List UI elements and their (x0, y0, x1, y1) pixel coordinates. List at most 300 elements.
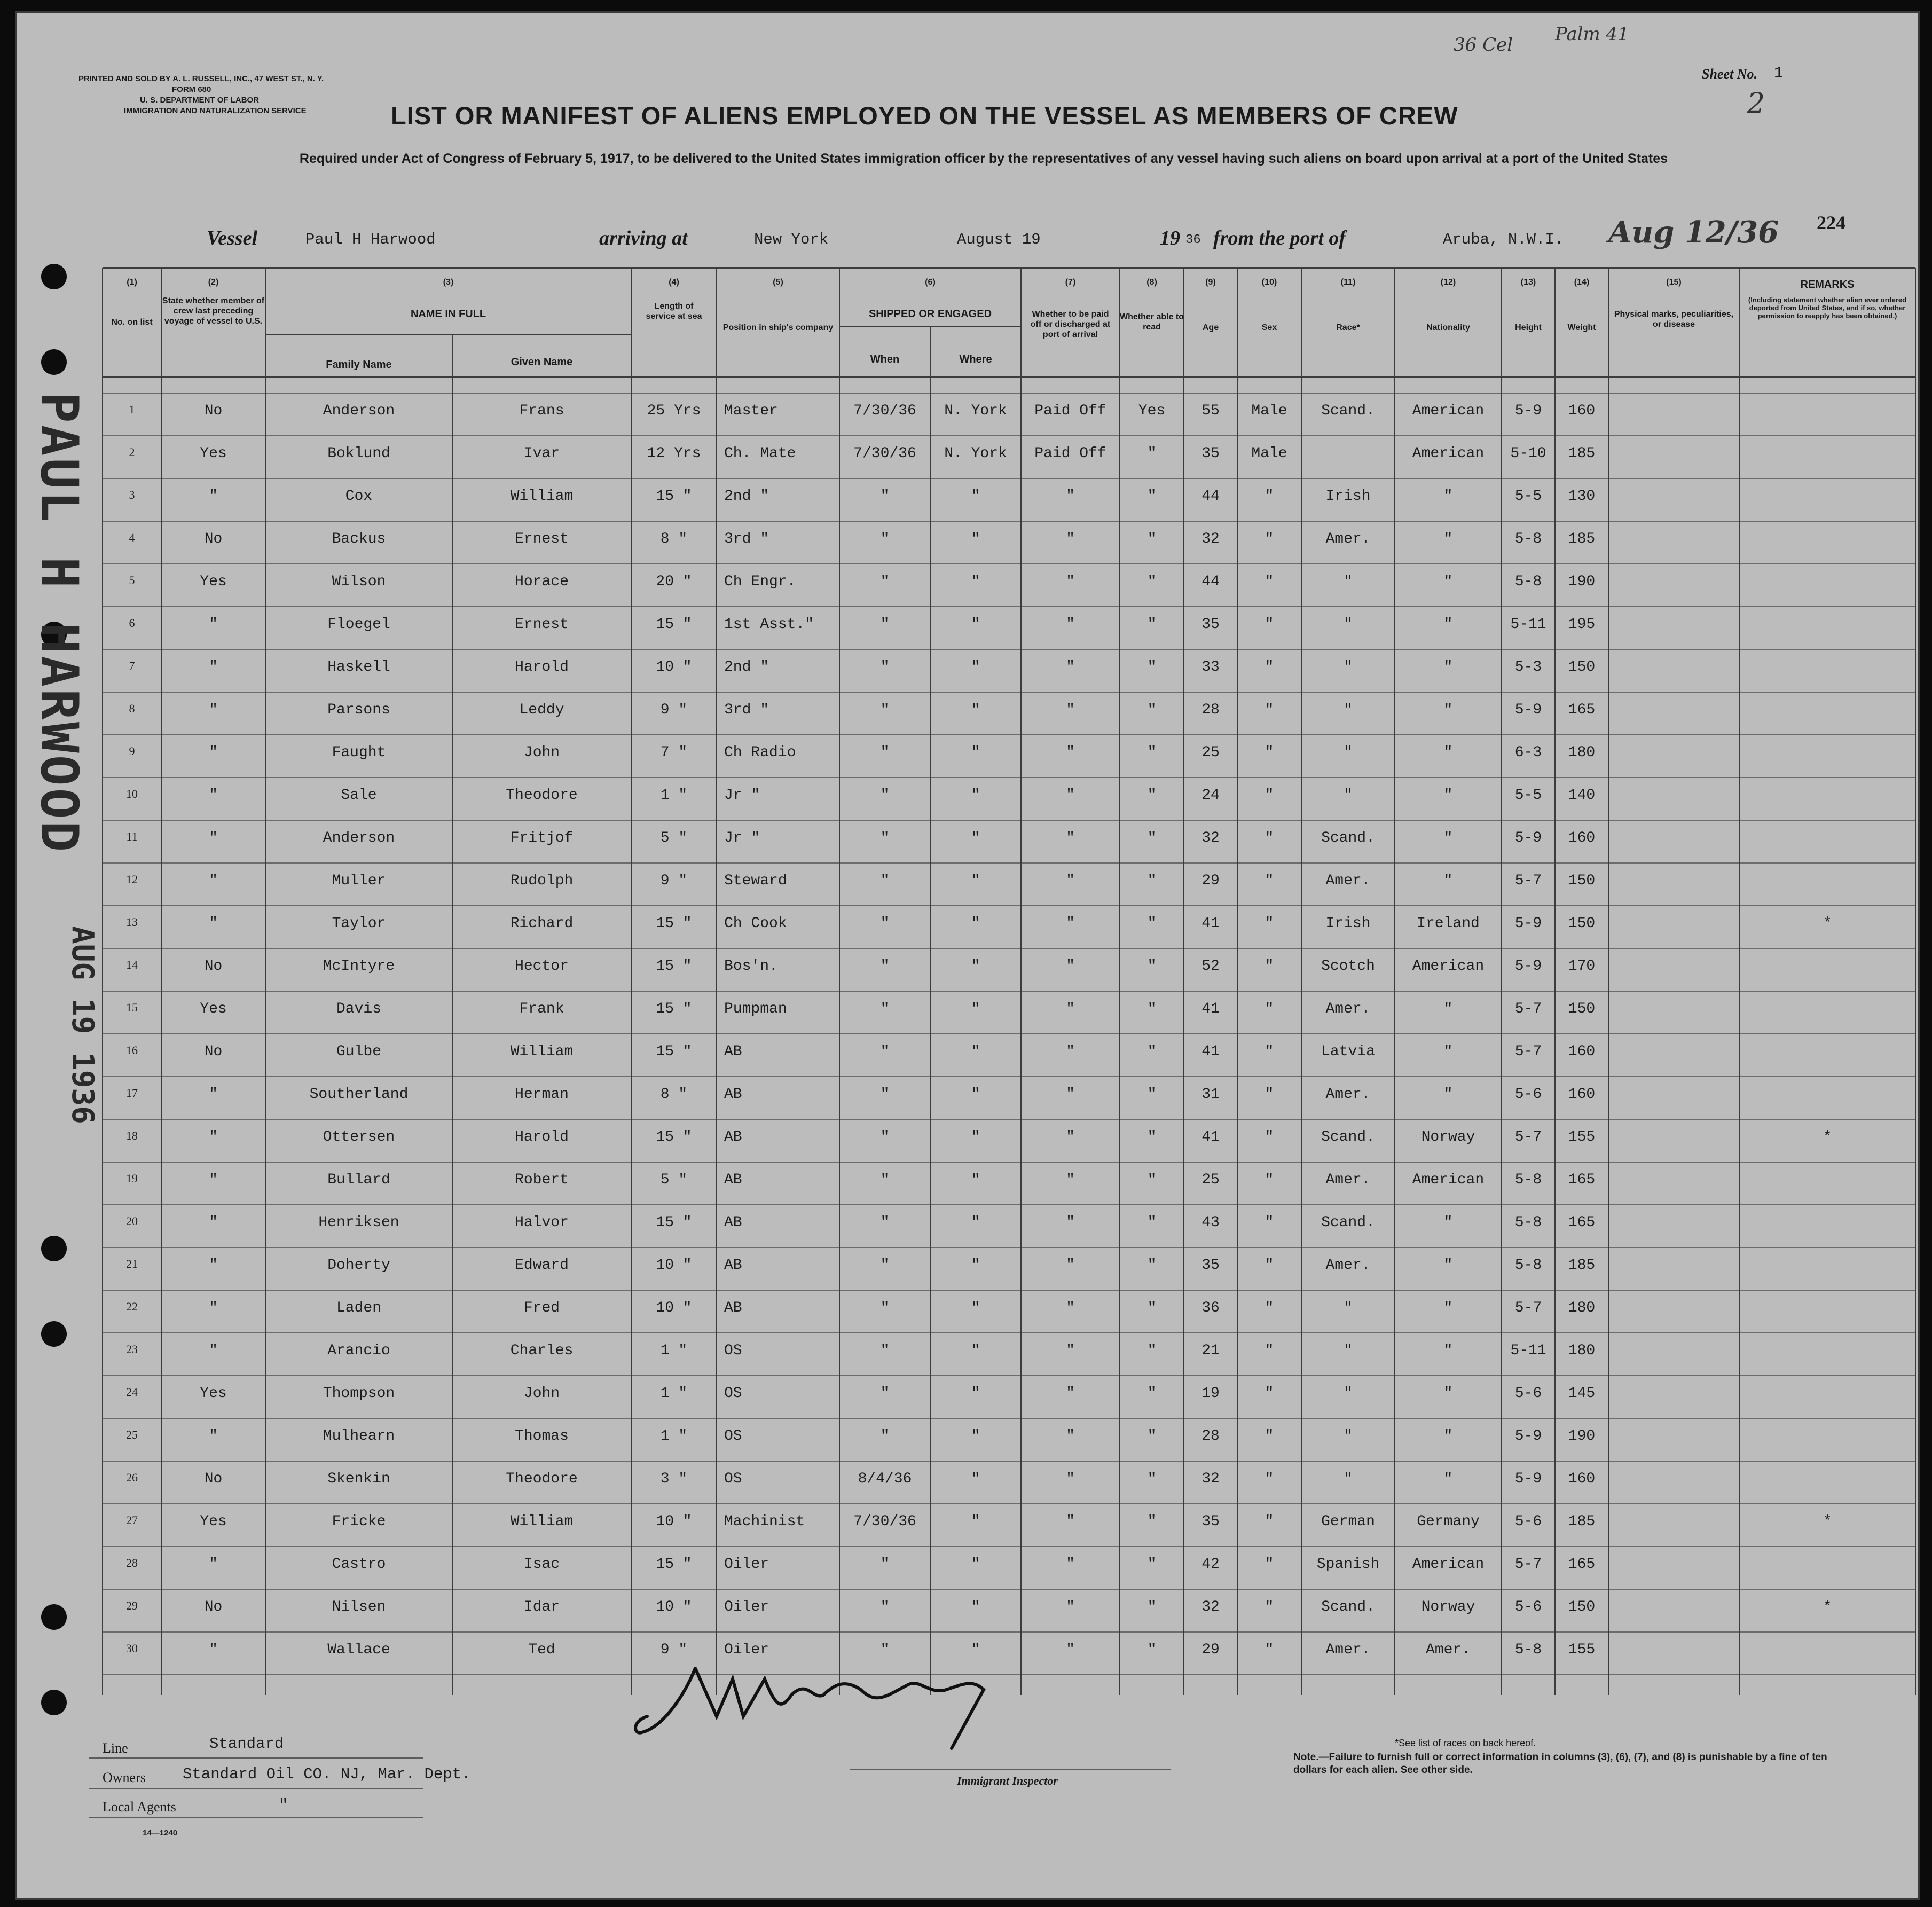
col6-num: (6) (925, 278, 936, 287)
cell-nationality: " (1443, 574, 1453, 590)
cell-prev: " (209, 744, 218, 761)
cell-height: 5-9 (1514, 1471, 1542, 1487)
cell-paid: " (1066, 1300, 1075, 1316)
cell-when: " (880, 659, 890, 676)
cell-sex: " (1265, 1214, 1274, 1231)
cell-where: " (971, 488, 980, 505)
cell-service: 25 Yrs (647, 403, 701, 419)
cell-race: Amer. (1325, 1257, 1371, 1274)
cell-given: Richard (510, 915, 574, 932)
cell-when: " (880, 531, 890, 547)
cell-race: " (1344, 787, 1353, 804)
cell-paid: " (1066, 1471, 1075, 1487)
cell-given: Thomas (515, 1428, 569, 1445)
cell-prev: " (209, 1642, 218, 1658)
cell-nationality: " (1443, 1086, 1453, 1103)
cell-where: " (971, 873, 980, 889)
cell-when: " (880, 1556, 890, 1573)
cell-nationality: American (1412, 403, 1485, 419)
cell-when: " (880, 1428, 890, 1445)
cell-prev: No (204, 403, 223, 419)
cell-prev: " (209, 787, 218, 804)
cell-height: 5-8 (1514, 1642, 1542, 1658)
cell-where: " (971, 702, 980, 718)
cell-nationality: Germany (1417, 1513, 1480, 1530)
cell-sex: " (1265, 1300, 1274, 1316)
cell-read: " (1147, 873, 1157, 889)
cell-where: " (971, 915, 980, 932)
cell-given: Frans (519, 403, 564, 419)
cell-height: 5-8 (1514, 1172, 1542, 1188)
col12-num: (12) (1440, 278, 1456, 287)
cell-given: Fritjof (510, 830, 574, 846)
cell-family: Davis (336, 1001, 381, 1017)
cell-no: 6 (129, 616, 135, 630)
cell-family: Wallace (327, 1642, 390, 1658)
cell-race: Scand. (1321, 1599, 1375, 1615)
col9-header: Age (1202, 323, 1219, 332)
cell-nationality: " (1443, 1428, 1453, 1445)
cell-given: Frank (519, 1001, 564, 1017)
cell-no: 22 (126, 1300, 138, 1313)
cell-age: 35 (1201, 616, 1220, 633)
cell-read: " (1147, 531, 1157, 547)
arriving-label: arriving at (599, 227, 688, 249)
col7-header: Whether to be paid off or discharged at port of arrival (1030, 310, 1111, 339)
cell-sex: " (1265, 531, 1274, 547)
remarks-note: (Including statement whether alien ever ordered deported from United States, and if so, whether permission to reapply has been obtained.) (1748, 296, 1907, 320)
col8-header: Whether able to read (1120, 312, 1184, 332)
cell-race: Scand. (1321, 403, 1375, 419)
cell-position: OS (724, 1385, 742, 1402)
cell-given: Idar (523, 1599, 560, 1615)
cell-age: 29 (1201, 873, 1220, 889)
cell-prev: No (204, 1471, 223, 1487)
cell-no: 3 (129, 488, 135, 501)
cell-read: " (1147, 915, 1157, 932)
cell-race: Amer. (1325, 873, 1371, 889)
cell-service: 15 " (656, 958, 692, 975)
col5-header: Position in ship's company (722, 323, 834, 332)
printer-line: PRINTED AND SOLD BY A. L. RUSSELL, INC., 47 WEST ST., N. Y. (78, 74, 324, 83)
col4-header: Length of service at sea (646, 302, 702, 321)
cell-service: 9 " (660, 873, 688, 889)
cell-when: " (880, 787, 890, 804)
cell-sex: " (1265, 787, 1274, 804)
cell-read: " (1147, 659, 1157, 676)
cell-nationality: " (1443, 873, 1453, 889)
cell-position: Ch Engr. (724, 574, 796, 590)
agents-label: Local Agents (103, 1799, 176, 1815)
cell-weight: 190 (1568, 1428, 1596, 1445)
cell-read: " (1147, 1001, 1157, 1017)
cell-nationality: " (1443, 1257, 1453, 1274)
cell-weight: 150 (1568, 1599, 1596, 1615)
cell-sex: " (1265, 1172, 1274, 1188)
cell-paid: " (1066, 1428, 1075, 1445)
cell-sex: " (1265, 1086, 1274, 1103)
cell-age: 41 (1201, 1001, 1220, 1017)
cell-given: John (523, 744, 560, 761)
cell-age: 52 (1201, 958, 1220, 975)
cell-height: 6-3 (1514, 744, 1542, 761)
cell-given: Harold (515, 1129, 569, 1145)
cell-family: Backus (332, 531, 386, 547)
col6-header: SHIPPED OR ENGAGED (868, 308, 992, 320)
cell-where: " (971, 744, 980, 761)
form-number: FORM 680 (172, 85, 211, 94)
col8-num: (8) (1146, 278, 1157, 287)
cell-no: 24 (126, 1385, 138, 1399)
cell-nationality: " (1443, 616, 1453, 633)
cell-position: 1st Asst." (724, 616, 814, 633)
cell-when: " (880, 873, 890, 889)
cell-when: " (880, 1129, 890, 1145)
cell-no: 30 (126, 1642, 138, 1655)
col2-num: (2) (208, 278, 219, 287)
cell-family: Parsons (327, 702, 390, 718)
cell-no: 13 (126, 915, 138, 929)
cell-prev: " (209, 1343, 218, 1359)
cell-where: " (971, 531, 980, 547)
cell-weight: 185 (1568, 445, 1596, 462)
cell-sex: Male (1251, 445, 1287, 462)
cell-service: 1 " (660, 1385, 688, 1402)
cell-read: " (1147, 616, 1157, 633)
cell-nationality: Amer. (1425, 1642, 1471, 1658)
cell-race: " (1344, 1300, 1353, 1316)
cell-sex: " (1265, 873, 1274, 889)
cell-given: Fred (523, 1300, 560, 1316)
cell-family: Laden (336, 1300, 381, 1316)
cell-family: Boklund (327, 445, 390, 462)
cell-service: 15 " (656, 1556, 692, 1573)
cell-position: Ch Cook (724, 915, 787, 932)
cell-where: " (971, 1385, 980, 1402)
cell-weight: 165 (1568, 1214, 1596, 1231)
cell-when: " (880, 744, 890, 761)
cell-race: Scand. (1321, 1214, 1375, 1231)
cell-age: 55 (1201, 403, 1220, 419)
cell-service: 15 " (656, 488, 692, 505)
cell-position: Jr " (724, 830, 760, 846)
cell-given: Harold (515, 659, 569, 676)
cell-service: 12 Yrs (647, 445, 701, 462)
cell-prev: " (209, 1214, 218, 1231)
cell-paid: Paid Off (1034, 403, 1106, 419)
cell-position: AB (724, 1257, 742, 1274)
cell-race: " (1344, 616, 1353, 633)
cell-nationality: " (1443, 830, 1453, 846)
family-name-header: Family Name (326, 359, 392, 371)
cell-prev: Yes (200, 445, 227, 462)
cell-sex: " (1265, 1129, 1274, 1145)
cell-paid: " (1066, 744, 1075, 761)
cell-weight: 150 (1568, 1001, 1596, 1017)
cell-position: AB (724, 1043, 742, 1060)
cell-given: Ted (528, 1642, 555, 1658)
col11-header: Race* (1336, 323, 1360, 332)
cell-age: 33 (1201, 659, 1220, 676)
cell-read: " (1147, 1300, 1157, 1316)
cell-height: 5-5 (1514, 488, 1542, 505)
cell-given: Ernest (515, 531, 569, 547)
cell-nationality: " (1443, 702, 1453, 718)
cell-height: 5-6 (1514, 1086, 1542, 1103)
cell-family: Anderson (323, 830, 395, 846)
cell-weight: 155 (1568, 1642, 1596, 1658)
date-stamp: AUG 19 1936 (65, 926, 100, 1124)
cell-race: " (1344, 1428, 1353, 1445)
cell-weight: 165 (1568, 1172, 1596, 1188)
page-subtitle: Required under Act of Congress of February 5, 1917, to be delivered to the United States immigration officer by the representatives of any vessel having such aliens on board upon arrival at a port of the United States (299, 151, 1668, 166)
cell-height: 5-7 (1514, 1129, 1542, 1145)
cell-service: 15 " (656, 1001, 692, 1017)
cell-height: 5-9 (1514, 830, 1542, 846)
remarks-header: REMARKS (1800, 279, 1855, 291)
cell-sex: " (1265, 1343, 1274, 1359)
cell-where: " (971, 1599, 980, 1615)
cell-read: " (1147, 574, 1157, 590)
sheet-number-value: 1 (1774, 64, 1784, 82)
cell-where: " (971, 616, 980, 633)
cell-height: 5-9 (1514, 702, 1542, 718)
cell-no: 25 (126, 1428, 138, 1441)
cell-given: Ernest (515, 616, 569, 633)
cell-weight: 190 (1568, 574, 1596, 590)
cell-sex: " (1265, 574, 1274, 590)
cell-age: 21 (1201, 1343, 1220, 1359)
sheet-number-label: Sheet No. (1702, 66, 1757, 82)
cell-family: Bullard (327, 1172, 390, 1188)
owners-label: Owners (103, 1770, 146, 1785)
cell-family: Gulbe (336, 1043, 381, 1060)
cell-age: 41 (1201, 915, 1220, 932)
cell-service: 9 " (660, 702, 688, 718)
cell-no: 1 (129, 403, 135, 416)
cell-prev: No (204, 1599, 223, 1615)
cell-read: " (1147, 1086, 1157, 1103)
cell-family: Haskell (327, 659, 390, 676)
cell-family: Taylor (332, 915, 386, 932)
cell-prev: " (209, 830, 218, 846)
cell-nationality: " (1443, 787, 1453, 804)
col7-num: (7) (1065, 278, 1076, 287)
col10-header: Sex (1261, 323, 1277, 332)
cell-family: McIntyre (323, 958, 395, 975)
cell-when: " (880, 1343, 890, 1359)
cell-age: 41 (1201, 1129, 1220, 1145)
cell-race: " (1344, 744, 1353, 761)
cell-sex: " (1265, 744, 1274, 761)
cell-position: OS (724, 1428, 742, 1445)
cell-service: 20 " (656, 574, 692, 590)
vessel-stamp: PAUL H HARWOOD (29, 392, 89, 854)
cell-height: 5-7 (1514, 1300, 1542, 1316)
when-header: When (870, 354, 900, 365)
cell-no: 16 (126, 1043, 138, 1057)
cell-family: Arancio (327, 1343, 390, 1359)
cell-nationality: " (1443, 1300, 1453, 1316)
cell-service: 9 " (660, 1642, 688, 1658)
page-number: 224 (1817, 212, 1845, 233)
cell-sex: " (1265, 702, 1274, 718)
cell-no: 27 (126, 1513, 138, 1527)
cell-paid: " (1066, 1001, 1075, 1017)
cell-height: 5-5 (1514, 787, 1542, 804)
cell-height: 5-8 (1514, 1257, 1542, 1274)
corner-note: Palm 41 (1555, 23, 1629, 45)
cell-given: Robert (515, 1172, 569, 1188)
cell-no: 23 (126, 1343, 138, 1356)
col10-num: (10) (1261, 278, 1277, 287)
cell-age: 28 (1201, 702, 1220, 718)
cell-service: 10 " (656, 1599, 692, 1615)
cell-no: 12 (126, 873, 138, 886)
cell-given: Charles (510, 1343, 574, 1359)
cell-height: 5-8 (1514, 531, 1542, 547)
manifest-sheet (15, 11, 1920, 1900)
cell-height: 5-7 (1514, 1556, 1542, 1573)
cell-age: 31 (1201, 1086, 1220, 1103)
cell-sex: " (1265, 1599, 1274, 1615)
cell-age: 36 (1201, 1300, 1220, 1316)
year-prefix: 19 (1160, 227, 1180, 249)
col4-num: (4) (669, 278, 679, 287)
cell-where: N. York (944, 403, 1007, 419)
cell-position: Oiler (724, 1599, 769, 1615)
cell-race: German (1321, 1513, 1375, 1530)
cell-given: John (523, 1385, 560, 1402)
cell-position: AB (724, 1129, 742, 1145)
cell-age: 44 (1201, 488, 1220, 505)
col13-header: Height (1515, 323, 1542, 332)
col12-header: Nationality (1426, 323, 1470, 332)
cell-no: 15 (126, 1001, 138, 1014)
cell-race: " (1344, 702, 1353, 718)
cell-family: Skenkin (327, 1471, 390, 1487)
given-name-header: Given Name (511, 356, 573, 368)
cell-when: " (880, 1043, 890, 1060)
cell-paid: " (1066, 915, 1075, 932)
cell-family: Sale (341, 787, 377, 804)
col13-num: (13) (1520, 278, 1536, 287)
cell-no: 2 (129, 445, 135, 459)
cell-position: OS (724, 1343, 742, 1359)
cell-weight: 160 (1568, 1086, 1596, 1103)
cell-age: 32 (1201, 1599, 1220, 1615)
cell-no: 11 (126, 830, 138, 843)
cell-prev: " (209, 702, 218, 718)
cell-service: 5 " (660, 830, 688, 846)
from-port-label: from the port of (1213, 227, 1346, 249)
cell-given: Halvor (515, 1214, 569, 1231)
cell-weight: 185 (1568, 1513, 1596, 1530)
cell-where: " (971, 1642, 980, 1658)
cell-position: AB (724, 1300, 742, 1316)
cell-when: " (880, 1385, 890, 1402)
cell-family: Thompson (323, 1385, 395, 1402)
cell-weight: 180 (1568, 1300, 1596, 1316)
cell-when: " (880, 1086, 890, 1103)
cell-weight: 155 (1568, 1129, 1596, 1145)
cell-age: 25 (1201, 1172, 1220, 1188)
cell-nationality: American (1412, 1172, 1485, 1188)
cell-when: " (880, 1300, 890, 1316)
cell-when: 8/4/36 (858, 1471, 912, 1487)
cell-paid: " (1066, 531, 1075, 547)
cell-where: " (971, 830, 980, 846)
cell-where: " (971, 1214, 980, 1231)
cell-paid: " (1066, 1599, 1075, 1615)
cell-when: 7/30/36 (853, 445, 916, 462)
cell-position: AB (724, 1214, 742, 1231)
cell-service: 5 " (660, 1172, 688, 1188)
cell-when: " (880, 616, 890, 633)
cell-age: 43 (1201, 1214, 1220, 1231)
cell-prev: " (209, 616, 218, 633)
cell-paid: " (1066, 1086, 1075, 1103)
cell-family: Southerland (309, 1086, 409, 1103)
cell-read: " (1147, 787, 1157, 804)
cell-where: " (971, 958, 980, 975)
cell-race: " (1344, 574, 1353, 590)
cell-given: Leddy (519, 702, 564, 718)
cell-weight: 160 (1568, 1471, 1596, 1487)
cell-age: 42 (1201, 1556, 1220, 1573)
cell-no: 18 (126, 1129, 138, 1142)
arrival-date: August 19 (957, 231, 1041, 248)
cell-race: " (1344, 1471, 1353, 1487)
cell-read: " (1147, 702, 1157, 718)
cell-where: " (971, 1300, 980, 1316)
cell-where: " (971, 1471, 980, 1487)
cell-sex: " (1265, 958, 1274, 975)
cell-nationality: Ireland (1417, 915, 1480, 932)
cell-prev: Yes (200, 574, 227, 590)
line-value: Standard (209, 1735, 284, 1753)
cell-sex: " (1265, 1556, 1274, 1573)
cell-when: " (880, 915, 890, 932)
cell-no: 9 (129, 744, 135, 758)
cell-service: 10 " (656, 1300, 692, 1316)
cell-when: " (880, 702, 890, 718)
cell-where: " (971, 574, 980, 590)
cell-service: 8 " (660, 531, 688, 547)
cell-sex: " (1265, 1043, 1274, 1060)
cell-height: 5-11 (1510, 616, 1546, 633)
cell-age: 41 (1201, 1043, 1220, 1060)
cell-paid: " (1066, 958, 1075, 975)
cell-race: " (1344, 1385, 1353, 1402)
cell-weight: 160 (1568, 830, 1596, 846)
cell-sex: " (1265, 1428, 1274, 1445)
cell-read: " (1147, 1172, 1157, 1188)
cell-service: 15 " (656, 1214, 692, 1231)
cell-position: OS (724, 1471, 742, 1487)
cell-weight: 140 (1568, 787, 1596, 804)
cell-position: Bos'n. (724, 958, 778, 975)
cell-service: 10 " (656, 1257, 692, 1274)
cell-position: Machinist (724, 1513, 805, 1530)
cell-paid: " (1066, 574, 1075, 590)
cell-family: Nilsen (332, 1599, 386, 1615)
cell-position: Ch Radio (724, 744, 796, 761)
cell-nationality: " (1443, 1214, 1453, 1231)
cell-prev: " (209, 1556, 218, 1573)
sheet-number-handwritten: 2 (1747, 88, 1765, 120)
cell-paid: " (1066, 1513, 1075, 1530)
